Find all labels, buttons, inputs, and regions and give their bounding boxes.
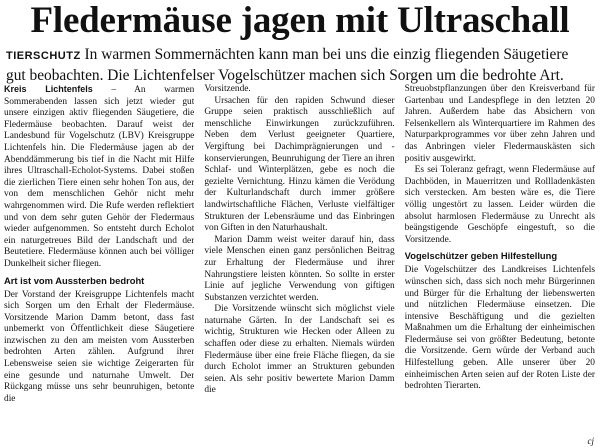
- column-3: [405, 84, 595, 444]
- paragraph: Es sei Toleranz gefragt, wenn Fledermäuse auf Dachböden, in Mauerritzen und Rollladenkästen sich verstecken. Am besten wäre es, die Tiere völlig ungestört zu lassen. Leider würden die absolut harmlosen Fledermäuse zu Unrecht als beängstigende Geschöpfe eingestuft, so die Vorsitzende.: [404, 165, 595, 245]
- paragraph: Streuobstpflanzungen über den Kreisverband für Gartenbau und Landespflege in den letzten 20 Jahren. Außerdem habe das Absichern von Felsenkellern als Winterquartiere im Rahmen des Naturparkprogrammes vor über zehn Jahren und das Anbringen vieler Fledermauskästen sich positiv ausgewirkt.: [404, 84, 595, 164]
- paragraph: Marion Damm weist weiter darauf hin, dass viele Menschen einen ganz persönlichen Beitrag zur Erhaltung der Fledermäuse und ihrer Nahrungstiere leisten könnten. So sollte in erster Linie auf jegliche Verwendung von giftigen Substanzen verzichtet werden.: [204, 234, 395, 303]
- column-1: [4, 84, 194, 444]
- article-columns: [4, 84, 595, 444]
- lead-paragraph: [6, 45, 586, 85]
- headline: Fledermäuse jagen mit Ultraschall: [30, 0, 570, 41]
- kicker: TIERSCHUTZ: [6, 50, 81, 62]
- author-initials: cj: [587, 436, 594, 446]
- subheading: Art ist vom Aussterben bedroht: [4, 274, 145, 286]
- paragraph-text: – An warmen Sommerabenden lassen sich jetzt wieder gut unsere einzigen aktiv fliegenden Säugetiere, die Fledermäuse beobachten. Darauf weist der Landesbund für Vogelschutz (LBV) Kreisgruppe Lichtenfels hin. Die Fledermäuse jagen ab der Abenddämmerung bis tief in die Nacht mit Hilfe ihres Ultraschall-Echolot-Systems. Dabei stoßen die zierlichen Tiere einen sehr hohen Ton aus, der von dem menschlichen Gehör nicht mehr wahrgenommen wird. Die Rufe werden reflektiert und von dem sehr guten Gehör der Fledermaus wieder aufgenommen. So entsteht durch Echolot ein naturgetreues Bild der Landschaft und der Beutetiere. Fledermäuse können auch bei völliger Dunkelheit sicher fliegen.: [4, 85, 195, 269]
- column-2: [204, 84, 394, 444]
- lead-text: In warmen Sommernächten kann man bei uns die einzig fliegenden Säugetiere gut beobachten. Die Lichtenfelser Vogelschützer machen sich Sorgen um die bedrohte Art.: [6, 46, 569, 84]
- paragraph: [4, 84, 194, 271]
- paragraph: Ursachen für den rapiden Schwund dieser Gruppe seien praktisch ausschließlich auf menschliche Einwirkungen zurückzuführen. Neben dem Verlust geeigneter Quartiere, Vergiftung bei Dachimprägnierungen und -konservierungen, Beunruhigung der Tiere an ihren Schlaf- und Winterplätzen, gebe es noch die gezielte Vernichtung. Hinzu kämen die Verödung der Kulturlandschaft durch immer größere landwirtschaftliche Flächen, Verluste vielfältiger Strukturen der Lebensräume und das Einbringen von Giften in den Naturhaushalt.: [204, 95, 395, 234]
- paragraph: Der Vorstand der Kreisgruppe Lichtenfels macht sich Sorgen um den Erhalt der Fledermäuse. Vorsitzende Marion Damm betont, dass fast unbemerkt von Öffentlichkeit diese Säugetiere inzwischen zu den am meisten vom Aussterben bedrohten Arten zählen. Aufgrund ihrer Lebensweise seien sie wichtige Zeigerarten für eine gesunde und naturnahe Umwelt. Der Rückgang müsse uns sehr beunruhigen, betonte die: [4, 289, 195, 404]
- paragraph: Die Vogelschützer des Landkreises Lichtenfels wünschen sich, dass sich noch mehr Bürgerinnen und Bürger für die Erhaltung der liebenswerten und nützlichen Fledermäuse einsetzen. Die intensive Beschäftigung und die gezielten Maßnahmen um die Erhaltung der einheimischen Fledermäuse sei von größter Bedeutung, betonte die Vorsitzende. Gern würde der Verband auch Hilfestellung geben. Alle unserer über 20 einheimischen Arten seien auf der Roten Liste der bedrohten Tierarten.: [404, 265, 595, 392]
- paragraph: Die Vorsitzende wünscht sich möglichst viele naturnahe Gärten. In der Landschaft sei es wichtig, Strukturen wie Hecken oder Alleen zu schaffen oder diese zu erhalten. Niemals würden Fledermäuse über eine freie Fläche fliegen, da sie durch Echolot immer an Strukturen gebunden seien. Als sehr positiv bewertete Marion Damm die: [204, 304, 395, 396]
- paragraph: Vorsitzende.: [204, 84, 251, 94]
- subheading: Vogelschützer geben Hilfestellung: [404, 250, 558, 262]
- dateline: Kreis Lichtenfels: [4, 84, 93, 94]
